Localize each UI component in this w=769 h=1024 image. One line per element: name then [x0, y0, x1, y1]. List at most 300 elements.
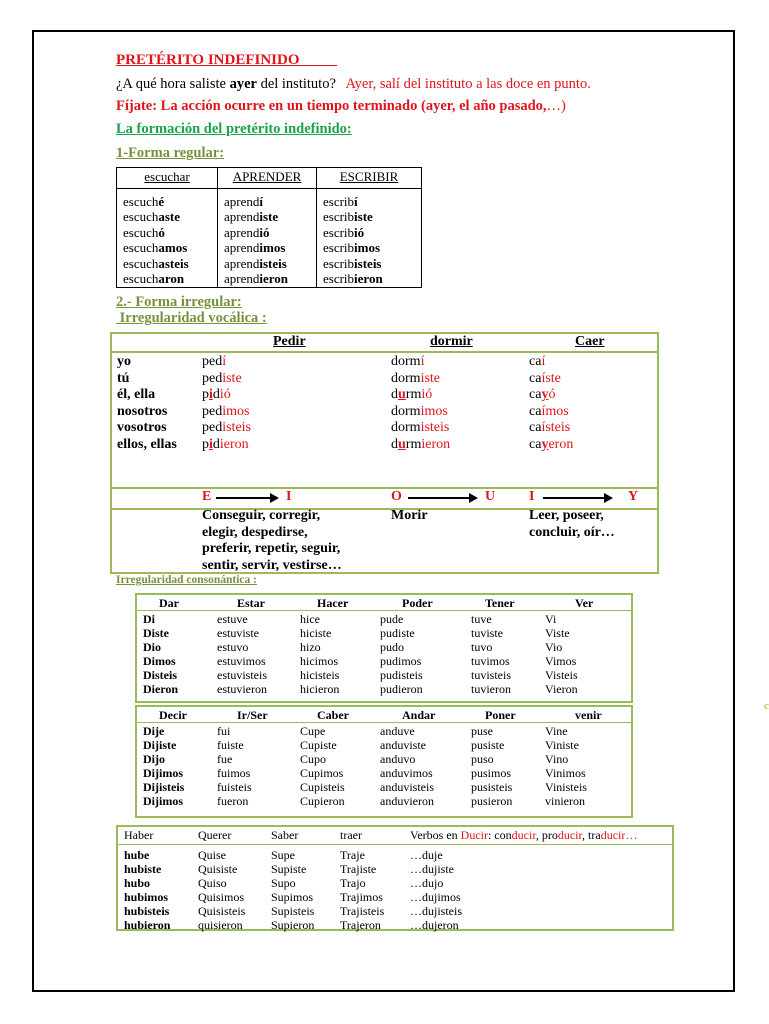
verb-column — [340, 848, 384, 932]
verb-column — [143, 612, 178, 696]
ending: aste — [158, 209, 181, 224]
vocalic-heading: Irregularidad vocálica : — [116, 310, 267, 326]
table-separator — [137, 722, 631, 723]
conjugation-form: Viniste — [545, 738, 579, 752]
conjugation-form: tuvimos — [471, 654, 510, 668]
conjugation-form: Viste — [545, 626, 570, 640]
change-i2: I — [529, 489, 535, 504]
conjugation-form: hubimos — [124, 890, 169, 904]
pronoun: él, ella — [117, 387, 156, 403]
caer-column — [529, 354, 573, 454]
conjugation-form — [323, 209, 415, 225]
stem: aprend — [224, 209, 260, 224]
example-verb-line: Morir — [391, 508, 428, 523]
stem: escuch — [123, 193, 159, 209]
conjugation-form — [202, 387, 251, 404]
verb-column — [545, 612, 578, 696]
conjugation-form — [224, 225, 310, 241]
conjugation-form: hizo — [300, 640, 321, 654]
header-aprender: APRENDER — [218, 168, 317, 189]
changed-letter: y — [541, 387, 549, 403]
conjugation-form: Cupo — [300, 752, 327, 766]
conjugation-form: …duje — [410, 848, 443, 862]
stem: escuch — [123, 209, 159, 224]
ending: iste — [420, 370, 441, 386]
stem: dorm — [391, 403, 421, 419]
verb-column — [217, 724, 252, 808]
conjugation-form: …dujiste — [410, 862, 454, 876]
conjugation-form — [529, 437, 573, 454]
ducir-header: Verbos en Ducir: conducir, producir, traducir… — [410, 828, 638, 842]
ending: í — [354, 193, 358, 209]
conjugation-form: Vine — [545, 724, 568, 738]
conjugation-form: Quisiste — [198, 862, 238, 876]
conjugation-form — [529, 371, 573, 388]
change-o: O — [391, 489, 402, 504]
verb-header: traer — [340, 828, 362, 842]
conjugation-form: anduviste — [380, 738, 426, 752]
conjugation-form: Vinimos — [545, 766, 586, 780]
conjugation-form: anduve — [380, 724, 415, 738]
ending: asteis — [158, 255, 189, 271]
example-question: ¿A qué hora saliste ayer del instituto? Ayer, salí del instituto a las doce en punto. — [116, 76, 591, 92]
stem: escrib — [323, 193, 355, 209]
conjugation-form — [224, 194, 310, 210]
ending: ieron — [219, 436, 249, 452]
conjugation-form: tuviste — [471, 626, 503, 640]
conjugation-form — [391, 420, 450, 437]
conjugation-form: Supieron — [271, 918, 315, 932]
ending: ieron — [354, 271, 383, 286]
stem: escuch — [123, 240, 159, 255]
example-verb-line: Leer, poseer, — [529, 508, 604, 523]
changed-letter: u — [398, 387, 406, 403]
stem: dorm — [391, 354, 421, 369]
conjugation-form — [202, 437, 251, 454]
conjugation-form: pudimos — [380, 654, 422, 668]
consonantic-table-3 — [116, 825, 674, 931]
change-u: U — [485, 489, 496, 504]
conjugation-form: Disteis — [143, 668, 177, 682]
conjugation-form: vinieron — [545, 794, 585, 808]
verb-header: Querer — [198, 828, 232, 842]
conjugation-form: hubiste — [124, 862, 162, 876]
ending: imos — [354, 240, 381, 255]
verb-header: Haber — [124, 828, 154, 842]
conjugation-form — [123, 225, 211, 241]
conjugation-form: anduvieron — [380, 794, 434, 808]
stem: dorm — [391, 370, 421, 386]
formation-heading: La formación del pretérito indefinido: — [116, 121, 352, 137]
conjugation-form: Cupimos — [300, 766, 344, 780]
conjugation-form: Quiso — [198, 876, 227, 890]
table-separator — [137, 610, 631, 611]
conjugation-form: hicieron — [300, 682, 340, 696]
stem-rest: rm — [405, 436, 422, 452]
stem: ca — [529, 436, 542, 452]
stem: ca — [529, 354, 542, 369]
verb-header: Caber — [317, 708, 349, 722]
conjugation-form: tuvo — [471, 640, 493, 654]
change-y: Y — [628, 489, 639, 504]
vocalic-table — [110, 332, 659, 574]
stem: aprend — [224, 271, 260, 286]
stem: escuch — [123, 271, 159, 286]
conjugation-form: hube — [124, 848, 150, 862]
conjugation-form — [224, 209, 310, 225]
stray-mark: c — [764, 700, 769, 712]
conjugation-form: puse — [471, 724, 493, 738]
verb-header: Tener — [485, 596, 515, 610]
example-verb-line: elegir, despedirse, — [202, 524, 308, 540]
ending: ió — [354, 224, 365, 240]
conjugation-form: …dujisteis — [410, 904, 463, 918]
conjugation-form — [391, 354, 450, 371]
conjugation-form: hiciste — [300, 626, 332, 640]
changed-letter: y — [541, 436, 549, 452]
example-answer: Ayer, salí del instituto a las doce en punto. — [345, 76, 591, 92]
ending: ió — [259, 224, 270, 240]
stem: aprend — [224, 224, 260, 240]
header-escuchar: escuchar — [117, 168, 218, 189]
conjugation-form: Supiste — [271, 862, 307, 876]
ending: ieron — [421, 436, 451, 452]
verb-header: Estar — [237, 596, 265, 610]
conjugation-form: Vieron — [545, 682, 578, 696]
ending: ió — [219, 387, 231, 403]
ending: iste — [354, 209, 373, 224]
conjugation-form — [323, 225, 415, 241]
consonantic-table-1 — [135, 593, 633, 703]
examples-i-y — [529, 508, 615, 541]
conjugation-form: quisieron — [198, 918, 243, 932]
stem: ca — [529, 387, 542, 403]
arrow-o-u — [408, 497, 470, 499]
ending: ió — [421, 387, 433, 403]
table3-separator — [118, 844, 672, 845]
change-e: E — [202, 489, 212, 504]
ending: í — [222, 354, 227, 369]
conjugation-form — [224, 256, 310, 272]
stem: ca — [529, 403, 542, 419]
ending: ó — [158, 224, 165, 240]
verb-header: Poder — [402, 596, 433, 610]
verb-header: Saber — [271, 828, 299, 842]
arrow-e-i — [216, 497, 271, 499]
header-pedir: Pedir — [273, 334, 306, 349]
conjugation-form: anduvo — [380, 752, 416, 766]
arrow-i-y — [543, 497, 605, 499]
ending: isteis — [354, 255, 382, 271]
consonantic-table-2 — [135, 705, 633, 818]
conjugation-form: Visteis — [545, 668, 578, 682]
conjugation-form: …dujeron — [410, 918, 459, 932]
changed-letter: i — [209, 436, 213, 452]
ending: isteis — [259, 255, 287, 271]
conjugation-form: Vi — [545, 612, 557, 626]
verb-header: Andar — [402, 708, 436, 722]
stem: ped — [202, 354, 223, 369]
conjugation-form — [529, 404, 573, 421]
conjugation-form — [529, 420, 573, 437]
conjugation-form: pudiste — [380, 626, 415, 640]
conjugation-form: Trajo — [340, 876, 366, 890]
verb-header: Dar — [159, 596, 179, 610]
stem: escrib — [323, 224, 355, 240]
conjugation-form: Di — [143, 612, 155, 626]
conjugation-form: Supe — [271, 848, 295, 862]
conjugation-form: hubo — [124, 876, 151, 890]
conjugation-form — [391, 404, 450, 421]
stem: escrib — [323, 209, 355, 224]
pronoun: tú — [117, 370, 130, 386]
conjugation-form: …dujimos — [410, 890, 461, 904]
ending: eron — [548, 436, 574, 452]
ending: isteis — [222, 420, 251, 436]
conjugation-form — [224, 240, 310, 256]
conjugation-form: fue — [217, 752, 233, 766]
escuchar-column — [117, 188, 218, 287]
verb-column — [471, 724, 512, 808]
conjugation-form: Quisimos — [198, 890, 245, 904]
dormir-column — [391, 354, 450, 454]
conjugation-form — [123, 256, 211, 272]
conjugation-form: Supimos — [271, 890, 314, 904]
conjugation-form: pusisteis — [471, 780, 513, 794]
conjugation-form: Dio — [143, 640, 161, 654]
verb-column — [271, 848, 314, 932]
conjugation-form: fuisteis — [217, 780, 252, 794]
escribir-column — [317, 188, 422, 287]
conjugation-form — [224, 271, 310, 287]
example-verb-line: Conseguir, corregir, — [202, 508, 321, 523]
conjugation-form: fuiste — [217, 738, 244, 752]
pronoun: ellos, ellas — [117, 436, 177, 452]
verb-header: venir — [575, 708, 602, 722]
aprender-column — [218, 188, 317, 287]
ending: imos — [222, 403, 250, 419]
verb-column — [198, 848, 245, 932]
verb-column — [545, 724, 587, 808]
ending: isteis — [420, 420, 450, 436]
conjugation-form: hicimos — [300, 654, 338, 668]
pedir-column — [202, 354, 251, 454]
conjugation-form: estuviste — [217, 626, 259, 640]
conjugation-form: pudo — [380, 640, 404, 654]
verb-header: Ver — [575, 596, 594, 610]
ending: é — [158, 193, 165, 209]
verb-column — [143, 724, 184, 808]
conjugation-form: estuvieron — [217, 682, 267, 696]
conjugation-form: Dijiste — [143, 738, 177, 752]
verb-header: Decir — [159, 708, 187, 722]
page-title: PRETÉRITO INDEFINIDO — [116, 52, 300, 68]
stem: escuch — [123, 224, 159, 240]
vowel-change-row — [112, 487, 657, 510]
conjugation-form: Supo — [271, 876, 296, 890]
ending: í — [259, 193, 263, 209]
conjugation-form: hubieron — [124, 918, 171, 932]
conjugation-form: tuvisteis — [471, 668, 512, 682]
conjugation-form: fueron — [217, 794, 249, 808]
conjugation-form: Cupiste — [300, 738, 337, 752]
conjugation-form: Trajiste — [340, 862, 377, 876]
stem: escrib — [323, 271, 355, 286]
ending: ieron — [259, 271, 289, 286]
conjugation-form: estuvo — [217, 640, 249, 654]
conjugation-form: Dijimos — [143, 766, 183, 780]
conjugation-form: pusieron — [471, 794, 513, 808]
conjugation-form: pudieron — [380, 682, 423, 696]
conjugation-form — [323, 256, 415, 272]
conjugation-form: fuimos — [217, 766, 251, 780]
conjugation-form — [323, 194, 415, 210]
stem: dorm — [391, 420, 421, 436]
conjugation-form — [202, 404, 251, 421]
stem: d — [391, 387, 398, 403]
conjugation-form — [529, 387, 573, 404]
conjugation-form: hubisteis — [124, 904, 170, 918]
change-i: I — [286, 489, 292, 504]
conjugation-form — [391, 371, 450, 388]
conjugation-form — [391, 437, 450, 454]
conjugation-form — [202, 354, 251, 371]
verb-header: Poner — [485, 708, 516, 722]
stem: escrib — [323, 240, 355, 255]
verb-column — [410, 848, 462, 932]
conjugation-form: Cupisteis — [300, 780, 345, 794]
regular-heading: 1-Forma regular: — [116, 145, 225, 161]
conjugation-form: puso — [471, 752, 494, 766]
ending: í — [541, 354, 546, 369]
stem: ped — [202, 403, 223, 419]
ending: amos — [158, 240, 188, 255]
stem-rest: rm — [405, 387, 422, 403]
header-dormir: dormir — [430, 334, 473, 349]
conjugation-form — [123, 209, 211, 225]
ending: iste — [222, 370, 242, 386]
conjugation-form: Cupe — [300, 724, 326, 738]
conjugation-form: estuvimos — [217, 654, 266, 668]
pronoun: nosotros — [117, 403, 168, 419]
conjugation-form: Diste — [143, 626, 169, 640]
stem: p — [202, 436, 209, 452]
conjugation-form: tuve — [471, 612, 492, 626]
conjugation-form: estuvisteis — [217, 668, 267, 682]
stem: ped — [202, 420, 223, 436]
conjugation-form: Trajisteis — [340, 904, 385, 918]
stem: escuch — [123, 255, 159, 271]
stem: escrib — [323, 255, 355, 271]
conjugation-form: Dijimos — [143, 794, 183, 808]
conjugation-form: Trajimos — [340, 890, 383, 904]
verb-header: Hacer — [317, 596, 349, 610]
conjugation-form — [202, 420, 251, 437]
ending: íste — [541, 370, 561, 386]
stem: aprend — [224, 193, 260, 209]
stem: p — [202, 387, 209, 403]
conjugation-form: Supisteis — [271, 904, 315, 918]
example-verb-line: concluir, oír… — [529, 524, 615, 540]
ending: aron — [158, 271, 185, 286]
ending: iste — [259, 209, 279, 224]
vocalic-header-row — [112, 334, 657, 353]
conjugation-form — [529, 354, 573, 371]
conjugation-form — [323, 240, 415, 256]
conjugation-form — [123, 240, 211, 256]
conjugation-form — [202, 371, 251, 388]
ending: ísteis — [541, 420, 571, 436]
irregular-heading: 2.- Forma irregular: — [116, 294, 242, 310]
ending: í — [420, 354, 425, 369]
conjugation-form: Vimos — [545, 654, 577, 668]
example-verb-line: preferir, repetir, seguir, — [202, 541, 341, 557]
conjugation-form — [391, 387, 450, 404]
conjugation-form: pusimos — [471, 766, 512, 780]
stem-rest: d — [212, 436, 220, 452]
pronoun: vosotros — [117, 420, 167, 436]
conjugation-form: tuvieron — [471, 682, 511, 696]
verb-column — [380, 612, 423, 696]
conjugation-form: Vio — [545, 640, 563, 654]
conjugation-form — [123, 271, 211, 287]
ending: ó — [548, 387, 556, 403]
conjugation-form: Quisisteis — [198, 904, 246, 918]
header-escribir: ESCRIBIR — [317, 168, 422, 189]
conjugation-form: Dieron — [143, 682, 179, 696]
conjugation-form — [323, 271, 415, 287]
conjugation-form: Dijisteis — [143, 780, 185, 794]
conjugation-form — [123, 194, 211, 210]
stem: ca — [529, 420, 542, 436]
example-verb-line: sentir, servir, vestirse… — [202, 557, 342, 573]
verb-column — [300, 612, 339, 696]
verb-column — [217, 612, 267, 696]
examples-e-i — [202, 508, 342, 574]
verb-column — [380, 724, 434, 808]
stem: d — [391, 436, 398, 452]
verb-header: Ir/Ser — [237, 708, 268, 722]
conjugation-form: estuve — [217, 612, 248, 626]
consonantic-heading: Irregularidad consonántica : — [116, 574, 257, 586]
conjugation-form: anduvisteis — [380, 780, 434, 794]
stem-rest: d — [212, 387, 220, 403]
verb-column — [471, 612, 511, 696]
conjugation-form: Cupieron — [300, 794, 345, 808]
conjugation-form: Dije — [143, 724, 165, 738]
conjugation-form: Vino — [545, 752, 569, 766]
conjugation-form: pude — [380, 612, 404, 626]
changed-letter: i — [209, 387, 213, 403]
pronoun-column — [117, 354, 177, 454]
conjugation-form: …dujo — [410, 876, 444, 890]
conjugation-form: Quise — [198, 848, 226, 862]
stem: aprend — [224, 240, 260, 255]
verb-column — [300, 724, 345, 808]
stem: aprend — [224, 255, 260, 271]
pronoun: yo — [117, 354, 131, 369]
conjugation-form: Dimos — [143, 654, 176, 668]
conjugation-form: hicisteis — [300, 668, 340, 682]
conjugation-form: pusiste — [471, 738, 505, 752]
changed-letter: u — [398, 436, 406, 452]
ending: imos — [420, 403, 448, 419]
ending: ímos — [541, 403, 569, 419]
stem: ca — [529, 370, 542, 386]
conjugation-form: Dijo — [143, 752, 165, 766]
conjugation-form: anduvimos — [380, 766, 433, 780]
conjugation-form: Trajeron — [340, 918, 381, 932]
